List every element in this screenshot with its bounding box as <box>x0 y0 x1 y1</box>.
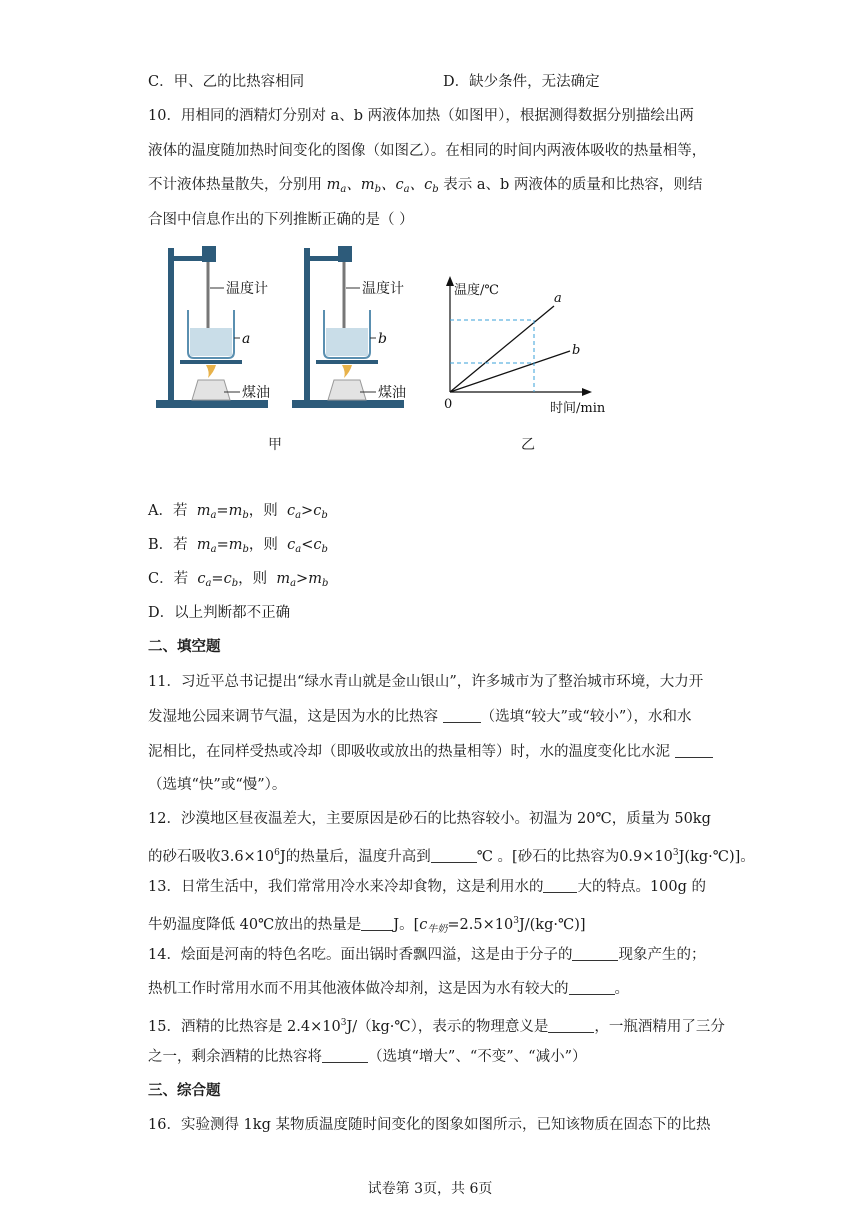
figure-caption-right: 乙 <box>521 437 535 453</box>
q10-figure <box>148 240 648 420</box>
q9-option-d: D．缺少条件，无法确定 <box>443 74 600 90</box>
q14-line2: 热机工作时常用水而不用其他液体做冷却剂，这是因为水有较大的 。 <box>148 981 629 997</box>
section-heading-fill-in: 二、填空题 <box>148 639 221 655</box>
q11-line4: （选填“快”或“慢”）。 <box>148 777 287 793</box>
q9-option-c: C．甲、乙的比热容相同 <box>148 74 305 90</box>
liquid-label-b: b <box>378 331 387 347</box>
q13-line2: 牛奶温度降低 40℃放出的热量是 J。$[c_{牛奶}=2.5\times 10^3J/(kg\cdot℃)]$ <box>148 916 586 935</box>
graph-line-b-label: b <box>572 343 581 358</box>
q14-blank-1[interactable] <box>572 946 618 961</box>
graph-origin: 0 <box>444 397 453 412</box>
apparatus-b <box>292 246 404 408</box>
q10-stem-line3: 不计液体热量散失，分别用 $m_a$、$m_b$、$c_a$、$c_b$ 表示 a、b 两液体的质量和比热容，则结 <box>148 177 703 195</box>
fuel-label-a: 煤油 <box>242 385 270 401</box>
q12-blank[interactable] <box>431 848 477 863</box>
q12-line1: 12．沙漠地区昼夜温差大，主要原因是砂石的比热容较小。初温为 20℃，质量为 50kg <box>148 811 711 827</box>
q10-option-b: B．若 $m_a=m_b$，则 $c_a<c_b$ <box>148 537 328 555</box>
q12-line2: 的砂石吸收$3.6\times 10^6J$的热量后，温度升高到 ℃ 。[砂石的比热容为$0.9\times 10^3J(kg\cdot℃)$]。 <box>148 848 755 865</box>
q11-line2: 发湿地公园来调节气温，这是因为水的比热容 （选填“较大”或“较小”），水和水 <box>148 709 692 725</box>
apparatus-a <box>156 246 268 408</box>
thermometer-label-a: 温度计 <box>226 281 268 297</box>
thermometer-label-b: 温度计 <box>362 281 404 297</box>
fuel-label-b: 煤油 <box>378 385 406 401</box>
q15-blank-1[interactable] <box>548 1018 594 1033</box>
q14-blank-2[interactable] <box>569 980 615 995</box>
graph-line-b <box>450 351 570 392</box>
q10-option-a: A．若 $m_a=m_b$，则 $c_a>c_b$ <box>148 503 328 521</box>
graph-ylabel: 温度/℃ <box>454 283 499 298</box>
figure-caption-left: 甲 <box>268 437 282 453</box>
page-footer: 试卷第 3页，共 6页 <box>367 1181 493 1197</box>
q10-option-d: D．以上判断都不正确 <box>148 605 291 621</box>
graph-line-a-label: a <box>554 291 562 306</box>
q15-blank-2[interactable] <box>322 1048 368 1063</box>
q15-line1: 15．酒精的比热容是 $2.4\times 10^3J/(kg\cdot℃)$，表示的物理意义是 ，一瓶酒精用了三分 <box>148 1018 725 1035</box>
q13-blank-2[interactable] <box>361 916 393 931</box>
graph-line-a <box>450 306 554 392</box>
q11-line3: 泥相比，在同样受热或冷却（即吸收或放出的热量相等）时，水的温度变化比水泥 <box>148 742 713 762</box>
q10-stem-line1: 10．用相同的酒精灯分别对 a、b 两液体加热（如图甲），根据测得数据分别描绘出两 <box>148 108 694 124</box>
q14-line1: 14．烩面是河南的特色名吃。面出锅时香飘四溢，这是由于分子的 现象产生的； <box>148 947 706 963</box>
liquid-label-a: a <box>242 331 251 347</box>
graph-xlabel: 时间/min <box>550 401 606 416</box>
q15-line2: 之一，剩余酒精的比热容将 （选填“增大”、“不变”、“减小”） <box>148 1049 587 1065</box>
q16-line1: 16．实验测得 1kg 某物质温度随时间变化的图象如图所示，已知该物质在固态下的比热 <box>148 1117 711 1133</box>
q10-stem-line2: 液体的温度随加热时间变化的图像（如图乙）。在相同的时间内两液体吸收的热量相等， <box>148 143 707 159</box>
section-heading-comprehensive: 三、综合题 <box>148 1083 221 1099</box>
q11-blank-1[interactable] <box>443 708 481 723</box>
q13-line1: 13．日常生活中，我们常常用冷水来冷却食物，这是利用水的 大的特点。100g 的 <box>148 879 707 895</box>
q11-blank-2[interactable] <box>675 743 713 758</box>
q13-blank-1[interactable] <box>543 878 577 893</box>
q10-option-c: C．若 $c_a=c_b$，则 $m_a>m_b$ <box>148 571 329 589</box>
q11-line1: 11．习近平总书记提出“绿水青山就是金山银山”，许多城市为了整治城市环境，大力开 <box>148 674 704 690</box>
q10-stem-line4: 合图中信息作出的下列推断正确的是（ ） <box>148 212 414 228</box>
